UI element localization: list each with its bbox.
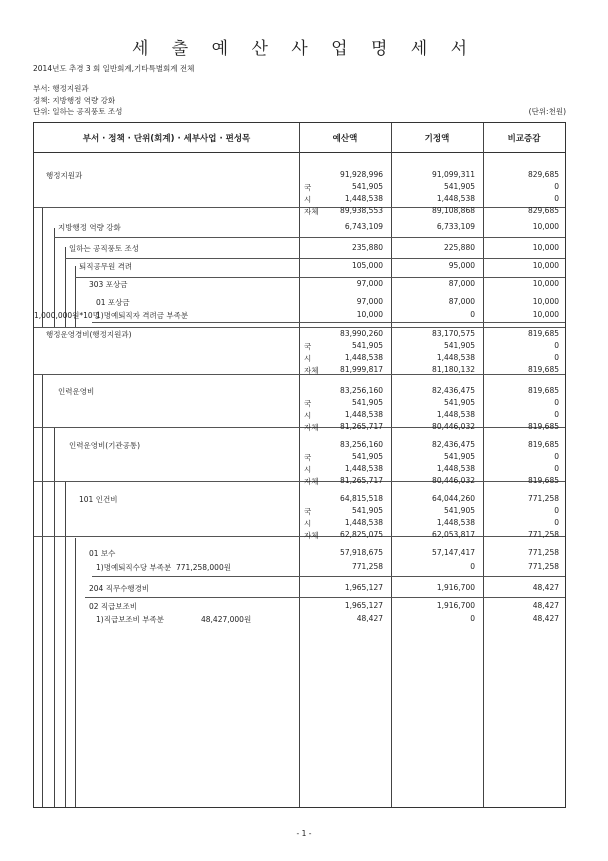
diff-value: 10,000 <box>532 297 559 306</box>
diff-value: 771,258 <box>527 494 559 503</box>
unit-note: (단위:천원) <box>528 107 566 116</box>
existing-value: 0 <box>470 310 475 319</box>
row-label: 인력운영비(기관공통) <box>69 441 141 450</box>
existing-value: 1,916,700 <box>436 601 475 610</box>
row-divider <box>34 327 565 328</box>
budget-value: 541,905 <box>351 506 383 515</box>
row-label: 행정운영경비(행정지원과) <box>46 330 132 339</box>
diff-value: 0 <box>554 518 559 527</box>
budget-value: 1,448,538 <box>344 518 383 527</box>
existing-value: 1,448,538 <box>436 410 475 419</box>
existing-value: 0 <box>470 562 475 571</box>
row-calc-note: 771,258,000원 <box>176 563 231 572</box>
existing-value: 6,733,109 <box>436 222 475 231</box>
existing-value: 1,448,538 <box>436 518 475 527</box>
row-label: 행정지원과 <box>46 171 83 180</box>
hierarchy-bar <box>75 538 76 807</box>
header-existing: 기정액 <box>391 123 483 153</box>
existing-value: 0 <box>470 614 475 623</box>
diff-value: 829,685 <box>527 206 559 215</box>
row-label: 01 보수 <box>89 549 116 558</box>
dept-line: 부서: 행정지원과 <box>33 84 89 93</box>
diff-value: 10,000 <box>532 243 559 252</box>
row-divider <box>75 277 565 278</box>
row-divider <box>34 481 565 482</box>
budget-value: 1,448,538 <box>344 194 383 203</box>
diff-value: 819,685 <box>527 476 559 485</box>
diff-value: 10,000 <box>532 279 559 288</box>
existing-value: 89,108,868 <box>432 206 475 215</box>
row-label: 퇴직공무원 격려 <box>79 262 133 271</box>
diff-value: 0 <box>554 452 559 461</box>
existing-value: 541,905 <box>443 452 475 461</box>
budget-value: 83,256,160 <box>340 386 383 395</box>
budget-value: 10,000 <box>356 310 383 319</box>
existing-value: 541,905 <box>443 506 475 515</box>
row-label: 인력운영비 <box>58 387 95 396</box>
funding-source: 자체 <box>304 207 319 216</box>
budget-value: 6,743,109 <box>344 222 383 231</box>
column-divider <box>299 123 300 807</box>
row-label: 1)직급보조비 부족분 <box>96 615 165 624</box>
diff-value: 819,685 <box>527 365 559 374</box>
row-calc-note: 1,000,000원*10명 <box>34 311 100 320</box>
hierarchy-bar <box>65 482 66 807</box>
existing-value: 62,053,817 <box>432 530 475 539</box>
header-category: 부서 · 정책 · 단위(회계) · 세부사업 · 편성목 <box>34 123 299 153</box>
row-divider <box>54 237 565 238</box>
existing-value: 91,099,311 <box>432 170 475 179</box>
existing-value: 80,446,032 <box>432 422 475 431</box>
budget-value: 1,448,538 <box>344 464 383 473</box>
existing-value: 87,000 <box>448 279 475 288</box>
budget-value: 1,965,127 <box>344 583 383 592</box>
budget-value: 97,000 <box>356 279 383 288</box>
budget-value: 97,000 <box>356 297 383 306</box>
budget-value: 57,918,675 <box>340 548 383 557</box>
diff-value: 0 <box>554 398 559 407</box>
diff-value: 10,000 <box>532 222 559 231</box>
budget-value: 64,815,518 <box>340 494 383 503</box>
budget-value: 1,448,538 <box>344 410 383 419</box>
existing-value: 82,436,475 <box>432 440 475 449</box>
diff-value: 771,258 <box>527 548 559 557</box>
funding-source: 자체 <box>304 477 319 486</box>
report-subtitle: 2014년도 추경 3 회 일반회계,기타특별회계 전체 <box>33 64 195 73</box>
funding-source: 국 <box>304 507 312 516</box>
row-divider <box>92 322 565 323</box>
budget-value: 541,905 <box>351 398 383 407</box>
row-label: 204 직무수행경비 <box>89 584 150 593</box>
diff-value: 771,258 <box>527 562 559 571</box>
funding-source: 국 <box>304 183 312 192</box>
funding-source: 자체 <box>304 423 319 432</box>
row-label: 1)명예퇴직수당 부족분 <box>96 563 172 572</box>
funding-source: 자체 <box>304 366 319 375</box>
budget-value: 771,258 <box>351 562 383 571</box>
existing-value: 1,448,538 <box>436 194 475 203</box>
hierarchy-bar <box>54 428 55 807</box>
existing-value: 64,044,260 <box>432 494 475 503</box>
row-label: 02 직급보조비 <box>89 602 138 611</box>
row-divider <box>85 597 565 598</box>
existing-value: 1,448,538 <box>436 464 475 473</box>
existing-value: 57,147,417 <box>432 548 475 557</box>
funding-source: 국 <box>304 342 312 351</box>
budget-value: 235,880 <box>351 243 383 252</box>
existing-value: 541,905 <box>443 182 475 191</box>
diff-value: 819,685 <box>527 440 559 449</box>
budget-value: 83,990,260 <box>340 329 383 338</box>
diff-value: 10,000 <box>532 261 559 270</box>
diff-value: 10,000 <box>532 310 559 319</box>
funding-source: 시 <box>304 519 312 528</box>
row-label: 일하는 공직풍토 조성 <box>69 244 139 253</box>
existing-value: 81,180,132 <box>432 365 475 374</box>
diff-value: 819,685 <box>527 386 559 395</box>
funding-source: 시 <box>304 195 312 204</box>
budget-value: 81,265,717 <box>340 422 383 431</box>
diff-value: 0 <box>554 464 559 473</box>
budget-value: 83,256,160 <box>340 440 383 449</box>
budget-value: 48,427 <box>356 614 383 623</box>
row-divider <box>34 536 565 537</box>
funding-source: 시 <box>304 465 312 474</box>
row-divider <box>34 374 565 375</box>
budget-table <box>33 122 566 808</box>
budget-value: 89,938,553 <box>340 206 383 215</box>
budget-value: 81,999,817 <box>340 365 383 374</box>
unit-line: 단위: 일하는 공직풍토 조성 <box>33 107 123 116</box>
existing-value: 225,880 <box>443 243 475 252</box>
page-title: 세 출 예 산 사 업 명 세 서 <box>131 39 477 59</box>
header-budget: 예산액 <box>299 123 391 153</box>
existing-value: 541,905 <box>443 341 475 350</box>
row-divider <box>34 207 565 208</box>
existing-value: 1,448,538 <box>436 353 475 362</box>
budget-value: 91,928,996 <box>340 170 383 179</box>
funding-source: 시 <box>304 354 312 363</box>
budget-value: 81,265,717 <box>340 476 383 485</box>
hierarchy-bar <box>42 375 43 807</box>
diff-value: 0 <box>554 341 559 350</box>
diff-value: 0 <box>554 506 559 515</box>
row-label: 101 인건비 <box>79 495 118 504</box>
budget-value: 1,965,127 <box>344 601 383 610</box>
existing-value: 83,170,575 <box>432 329 475 338</box>
header-diff: 비교증감 <box>483 123 565 153</box>
column-divider <box>391 123 392 807</box>
budget-value: 105,000 <box>351 261 383 270</box>
funding-source: 국 <box>304 399 312 408</box>
policy-line: 정책: 지방행정 역량 강화 <box>33 96 116 105</box>
funding-source: 자체 <box>304 531 319 540</box>
page-number: - 1 - <box>296 829 312 838</box>
diff-value: 819,685 <box>527 329 559 338</box>
existing-value: 82,436,475 <box>432 386 475 395</box>
row-divider <box>34 427 565 428</box>
funding-source: 국 <box>304 453 312 462</box>
diff-value: 829,685 <box>527 170 559 179</box>
diff-value: 48,427 <box>532 614 559 623</box>
diff-value: 771,258 <box>527 530 559 539</box>
diff-value: 0 <box>554 410 559 419</box>
row-divider <box>92 576 565 577</box>
row-divider <box>65 258 565 259</box>
row-label: 1)명예퇴직자 격려금 부족분 <box>96 311 189 320</box>
diff-value: 0 <box>554 353 559 362</box>
diff-value: 819,685 <box>527 422 559 431</box>
diff-value: 0 <box>554 194 559 203</box>
diff-value: 48,427 <box>532 601 559 610</box>
budget-value: 1,448,538 <box>344 353 383 362</box>
existing-value: 1,916,700 <box>436 583 475 592</box>
existing-value: 95,000 <box>448 261 475 270</box>
existing-value: 80,446,032 <box>432 476 475 485</box>
row-calc-note: 48,427,000원 <box>201 615 252 624</box>
existing-value: 541,905 <box>443 398 475 407</box>
row-label: 303 포상금 <box>89 280 128 289</box>
budget-value: 541,905 <box>351 341 383 350</box>
budget-value: 62,825,075 <box>340 530 383 539</box>
budget-value: 541,905 <box>351 452 383 461</box>
budget-value: 541,905 <box>351 182 383 191</box>
diff-value: 0 <box>554 182 559 191</box>
row-label: 01 포상금 <box>96 298 130 307</box>
diff-value: 48,427 <box>532 583 559 592</box>
funding-source: 시 <box>304 411 312 420</box>
column-divider <box>483 123 484 807</box>
row-label: 지방행정 역량 강화 <box>58 223 121 232</box>
existing-value: 87,000 <box>448 297 475 306</box>
